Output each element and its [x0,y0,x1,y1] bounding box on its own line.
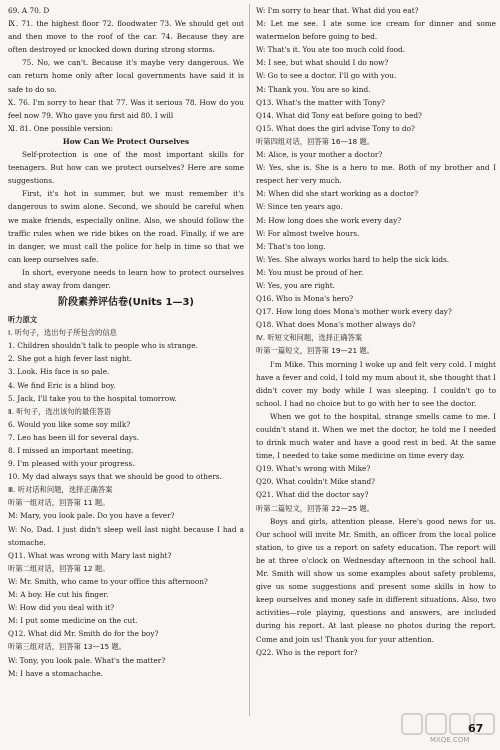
sentence-item: 6. Would you like some soy milk? [8,419,131,429]
part-title: Ⅳ. 听短文和问题，选择正确答案 [256,333,363,343]
question-line: Q17. How long does Mona's mother work every day? [256,307,452,317]
passage-label: 听第二篇短文，回答第 22—25 题。 [256,503,375,513]
question-line: Q13. What's the matter with Tony? [256,97,385,107]
sentence-item: 10. My dad always says that we should be good to others. [8,472,222,482]
dialog-line: W: Since ten years ago. [256,202,343,212]
sentence-item: 9. I'm pleased with your progress. [8,459,135,469]
dialog-line: M: Let me see. I ate some ice cream for dinner and some watermelon before going to bed. [256,19,496,42]
dialog-line: M: Mary, you look pale. Do you have a fever? [8,511,175,521]
dialog-line: M: When did she start working as a doctor? [256,189,419,199]
dialog-line: W: For almost twelve hours. [256,228,360,238]
answer-line: Ⅺ. 81. One possible version: [8,123,114,133]
dialog-line: W: That's it. You ate too much cold food. [256,45,406,55]
essay-paragraph: Self-protection is one of the most important skills for teenagers. But how can we protect ourselves? Here are some suggestions. [8,150,244,186]
sentence-item: 2. She got a high fever last night. [8,354,132,364]
column-divider [249,4,250,716]
dialog-label: 听第一组对话，回答第 11 题。 [8,498,110,508]
dialog-line: W: How did you deal with it? [8,603,115,613]
dialog-label: 听第三组对话，回答第 13—15 题。 [8,642,127,652]
sentence-item: 3. Look. His face is so pale. [8,367,110,377]
sentence-item: 7. Leo has been ill for several days. [8,432,140,442]
essay-paragraph: First, it's hot in summer, but we must remember it's dangerous to swim alone. Second, we should be careful when we make friends, especially online. Also, we should follow the traffic rules when we ride bikes on the road. Finally, if we are in danger, we must call the police for help in time so that we can keep ourselves safe. [8,189,244,264]
essay-paragraph: In short, everyone needs to learn how to protect ourselves and stay away from danger. [8,267,244,290]
question-line: Q18. What does Mona's mother always do? [256,320,416,330]
dialog-line: Q12. What did Mr. Smith do for the boy? [8,629,159,639]
page-number: 67 [468,722,484,735]
part-title: Ⅲ. 听对话和问题，选择正确答案 [8,485,113,495]
answer-line: Ⅹ. 76. I'm sorry to hear that 77. Was it serious 78. How do you feel now 79. Who gave you first aid 80. I will [8,97,244,120]
answer-line: Ⅸ. 71. the highest floor 72. floodwater 73. We should get out and then move to the roof of the car. 74. Because they are often destroyed or knocked down during strong storms. [8,19,244,55]
listening-label: 听力原文 [8,315,38,325]
watermark-text: MXQE.COM [430,736,470,744]
part-title: Ⅰ. 听句子，选出句子所包含的信息 [8,328,117,338]
essay-title: How Can We Protect Ourselves [62,136,190,146]
dialog-line: W: I'm sorry to hear that. What did you eat? [256,6,419,15]
question-line: Q16. Who is Mona's hero? [256,294,354,304]
left-column [8,4,244,680]
passage-paragraph: I'm Mike. This morning I woke up and felt very cold. I might have a fever and cold, I told my mum about it, she thought that I didn't cover my body while I was sleeping. I couldn't go to school. I had no choice but to go with her to see the doctor. [256,359,496,408]
dialog-label: 听第四组对话，回答第 16—18 题。 [256,136,375,146]
passage-paragraph: Boys and girls, attention please. Here's good news for us. Our school will invite Mr. Smith, an officer from the local police station, to give us a report on safety education. The report will be at three o'clock on Wednesday afternoon in the school hall. Mr. Smith will show us some examples about safety problems, give us some suggestions and present some skills in how to keep ourselves and money safe in different situations. Also, two activities—role playing, questions and answers, are included during his report. At last please no photos during the report. Come and join us! Thank you for your attention. [256,516,496,644]
passage-paragraph: When we got to the hospital, strange smells came to me. I couldn't stand it. When we met the doctor, he told me I needed to drink much water and have a good rest in bed. At the same time, I needed to take some medicine on time every day. [256,411,496,461]
question-line: Q19. What's wrong with Mike? [256,464,371,474]
sentence-item: 4. We find Eric is a blind boy. [8,380,116,390]
answer-line: 69. A 70. D [8,6,50,15]
dialog-line: W: Mr. Smith, who came to your office this afternoon? [8,576,208,586]
part-title: Ⅱ. 听句子，选出该句的最佳答语 [8,406,112,416]
dialog-line: M: Alice, is your mother a doctor? [256,150,383,160]
question-line: Q20. What couldn't Mike stand? [256,477,376,487]
dialog-line: M: A boy. He cut his finger. [8,590,109,600]
right-column [256,4,496,659]
dialog-line: W: Yes. She always works hard to help the sick kids. [256,254,450,264]
dialog-line: Q11. What was wrong with Mary last night? [8,550,172,560]
dialog-line: W: Yes, you are right. [256,280,335,290]
dialog-line: W: No, Dad. I just didn't sleep well last night because I had a stomache. [8,524,244,547]
dialog-label: 听第二组对话，回答第 12 题。 [8,563,110,573]
section-title: 阶段素养评估卷(Units 1—3) [58,297,194,309]
dialog-line: M: That's too long. [256,241,326,251]
dialog-line: W: Yes, she is. She is a hero to me. Both of my brother and I respect her very much. [256,163,496,186]
sentence-item: 8. I missed an important meeting. [8,446,134,455]
dialog-line: M: You must be proud of her. [256,267,364,277]
answer-line: 75. No, we can't. Because it's maybe very dangerous. We can return home only after local governments have said it is safe to do so. [8,58,244,94]
question-line: Q14. What did Tony eat before going to bed? [256,110,422,120]
question-line: Q15. What does the girl advise Tony to do? [256,123,415,133]
dialog-line: W: Tony, you look pale. What's the matter? [8,655,166,665]
dialog-line: M: I have a stomachache. [8,668,103,678]
passage-label: 听第一篇短文，回答第 19—21 题。 [256,346,375,356]
dialog-line: M: Thank you. You are so kind. [256,84,371,94]
dialog-line: M: I see, but what should I do now? [256,58,389,68]
question-line: Q21. What did the doctor say? [256,490,369,500]
sentence-item: 5. Jack, I'll take you to the hospital tomorrow. [8,393,177,403]
dialog-line: W: Go to see a doctor. I'll go with you. [256,71,397,81]
question-line: Q22. Who is the report for? [256,647,358,657]
sentence-item: 1. Children shouldn't talk to people who is strange. [8,341,198,351]
dialog-line: M: How long does she work every day? [256,215,402,225]
dialog-line: M: I put some medicine on the cut. [8,616,138,626]
